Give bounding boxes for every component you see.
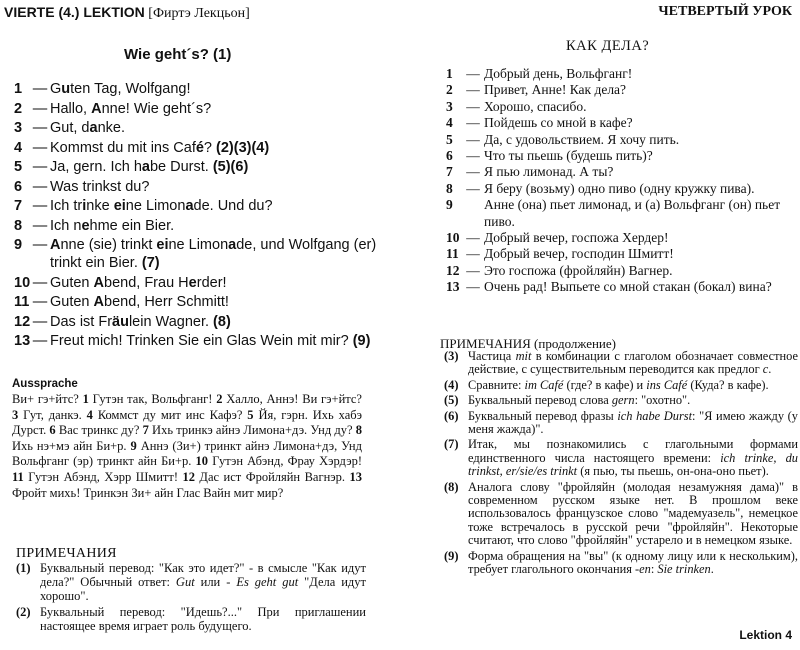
dialog-line-de	[14, 274, 384, 292]
note-text: Буквальный перевод: "Как это идет?" - в смысле "Как идут дела?" Обычный ответ: Gut или - Es geht gut "Дела идут хорошо".	[40, 561, 366, 603]
note-number: (3)	[444, 349, 459, 363]
line-number: 8	[446, 180, 453, 196]
line-text: Да, с удовольствием. Я хочу пить.	[484, 131, 680, 147]
line-text: Что ты пьешь (будешь пить)?	[484, 148, 653, 164]
dialog-line-ru	[446, 164, 796, 180]
dash: —	[466, 180, 480, 196]
line-number: 3	[446, 98, 453, 114]
dash: —	[466, 115, 480, 131]
note-number: (5)	[444, 393, 459, 408]
dialog-line-de	[14, 80, 384, 98]
line-number: 4	[14, 139, 23, 156]
line-text: Ja, gern. Ich habe Durst. (5)(6)	[50, 159, 249, 175]
line-number: 5	[14, 159, 23, 175]
dialog-title-ru: КАК ДЕЛА?	[566, 38, 650, 54]
line-text: Привет, Анне! Как дела?	[484, 82, 627, 98]
note-number: (7)	[444, 437, 459, 452]
dialog-line-de	[14, 293, 384, 311]
dash: —	[466, 131, 480, 147]
note-item-left	[16, 561, 366, 603]
line-number: 2	[446, 82, 453, 98]
line-text: Я пью лимонад. А ты?	[484, 164, 614, 180]
dialog-line-ru	[446, 263, 796, 279]
note-number: (1)	[16, 561, 31, 575]
lesson-header-de-text: VIERTE (4.) LEKTION	[4, 4, 145, 20]
dialog-line-ru	[446, 230, 796, 246]
dialog-line-de	[14, 332, 384, 350]
line-number: 10	[446, 230, 460, 246]
dialog-line-ru	[446, 82, 796, 98]
dash: —	[32, 120, 48, 136]
dash: —	[32, 139, 48, 156]
line-number: 13	[14, 333, 31, 349]
note-item-right	[444, 438, 798, 478]
line-text: Это госпожа (фройляйн) Вагнер.	[484, 262, 673, 278]
dialog-title-de: Wie geht´s? (1)	[124, 46, 232, 63]
dash: —	[466, 148, 480, 164]
dialog-line-ru	[446, 132, 796, 148]
dialog-line-ru	[446, 279, 796, 295]
note-item-right	[444, 350, 798, 377]
line-text: Kommst du mit ins Café? (2)(3)(4)	[50, 139, 270, 156]
dash: —	[32, 274, 48, 291]
line-number: 11	[14, 294, 30, 310]
dash: —	[32, 294, 48, 310]
note-number: (6)	[444, 408, 459, 423]
dialog-line-de	[14, 313, 384, 331]
dialog-line-ru	[446, 99, 796, 115]
line-text: Was trinkst du?	[50, 178, 150, 195]
line-number: 1	[446, 66, 453, 81]
line-number: 7	[446, 164, 453, 180]
note-text: Буквальный перевод фразы ich habe Durst: "Я имею жажду (у меня жажда)".	[468, 408, 798, 437]
dash: —	[466, 279, 480, 295]
left-page	[0, 0, 392, 650]
dash: —	[32, 217, 48, 234]
line-number: 9	[446, 197, 453, 213]
line-number: 2	[14, 100, 23, 117]
dialog-line-de	[14, 236, 384, 272]
line-text: Gut, danke.	[50, 120, 125, 136]
line-number: 9	[14, 237, 23, 253]
note-text: Частица mit в комбинации с глаголом обозначает совместное действие, с существительным переводится как предлог с.	[468, 349, 798, 377]
dash: —	[466, 230, 480, 246]
line-text: Das ist Fräulein Wagner. (8)	[50, 313, 231, 330]
dialog-line-de	[14, 139, 384, 157]
dialog-de	[14, 80, 384, 352]
line-number: 7	[14, 198, 23, 214]
line-text: Freut mich! Trinken Sie ein Glas Wein mit mir? (9)	[50, 333, 371, 349]
line-number: 12	[446, 262, 460, 278]
dash: —	[466, 82, 480, 98]
line-text: Ich nehme ein Bier.	[50, 217, 175, 234]
notes-heading-right: ПРИМЕЧАНИЯ (продолжение)	[440, 336, 616, 351]
dialog-line-ru	[446, 181, 796, 197]
notes-heading-left: ПРИМЕЧАНИЯ	[16, 546, 117, 561]
dialog-line-de	[14, 217, 384, 235]
line-text: Очень рад! Выпьете со мной стакан (бокал) вина?	[484, 279, 772, 295]
dash: —	[466, 262, 480, 278]
aussprache-text: Ви+ гэ+йтс? 1 Гутэн так, Вольфганг! 2 Халло, Аннэ! Ви гэ+йтс? 3 Гут, данкэ. 4 Коммст ду мит инс Кафэ? 5 Йя, гэрн. Ихь хабэ Дурст. 6 Вас тринкс ду? 7 Ихь тринкэ айнэ Лимона+дэ. Унд ду? 8 Ихь нэ+мэ айн Би+р. 9 Аннэ (Зи+) тринкт айнэ Лимона+дэ, Унд Вольфганг (эр) тринкт айн Би+р. 10 Гутэн Абэнд, Фрау Хэрдэр! 11 Гутэн Абэнд, Хэрр Шмитт! 12 Дас ист Фройляйн Вагнэр. 13 Фройт михь! Тринкэн Зи+ айн Глас Вайн мит мир?	[12, 392, 363, 500]
note-item-left	[16, 605, 366, 633]
dash: —	[466, 66, 480, 81]
note-item-right	[444, 550, 798, 577]
line-text: Anne (sie) trinkt eine Limonade, und Wolfgang (er) trinkt ein Bier. (7)	[50, 237, 377, 271]
line-text: Хорошо, спасибо.	[484, 98, 587, 114]
note-text: Сравните: im Café (где? в кафе) и ins Café (Куда? в кафе).	[468, 377, 769, 392]
note-number: (4)	[444, 377, 459, 392]
dialog-line-de	[14, 100, 384, 118]
note-number: (9)	[444, 548, 459, 563]
line-text: Я беру (возьму) одно пиво (одну кружку пива).	[484, 180, 755, 196]
dash: —	[32, 100, 48, 117]
dash: —	[32, 313, 48, 330]
line-text: Добрый вечер, госпожа Хердер!	[484, 230, 669, 246]
line-number: 6	[446, 148, 453, 164]
dash: —	[32, 333, 48, 349]
dash: —	[466, 246, 480, 262]
dash: —	[466, 164, 480, 180]
line-number: 8	[14, 217, 23, 234]
notes-list-right	[444, 350, 798, 579]
dialog-line-de	[14, 158, 384, 176]
dash: —	[32, 237, 48, 253]
note-text: Буквальный перевод слова gern: "охотно".	[468, 393, 691, 408]
line-text: Hallo, Anne! Wie geht´s?	[50, 100, 212, 117]
line-text: Добрый вечер, господин Шмитт!	[484, 246, 674, 262]
note-number: (8)	[444, 479, 459, 494]
line-text: Guten Abend, Frau Herder!	[50, 274, 227, 291]
dialog-line-ru	[446, 246, 796, 262]
line-number: 11	[446, 246, 459, 262]
dialog-line-ru	[446, 148, 796, 164]
line-number: 6	[14, 178, 23, 195]
aussprache-heading: Aussprache	[12, 378, 78, 390]
note-item-right	[444, 394, 798, 407]
page-footer: Lektion 4	[739, 628, 792, 642]
line-text: Guten Tag, Wolfgang!	[50, 81, 191, 97]
dialog-line-de	[14, 178, 384, 196]
note-text: Аналога слову "фройляйн (молодая незамужняя дама)" в современном русском языке нет. В прошлом веке использовалось французское слово "мадемуазель", немецкое тоже встречалось в русской речи "фройляйн". Некоторые считают, что слово "фройляйн" устарело и в немецком языке.	[468, 479, 798, 548]
note-item-right	[444, 410, 798, 437]
dialog-line-de	[14, 119, 384, 137]
line-text: Guten Abend, Herr Schmitt!	[50, 294, 229, 310]
lesson-header-ru: ЧЕТВЕРТЫЙ УРОК	[658, 4, 792, 19]
line-number: 4	[446, 115, 453, 131]
line-number: 12	[14, 313, 31, 330]
line-number: 10	[14, 274, 31, 291]
dialog-line-ru	[446, 66, 796, 82]
note-number: (2)	[16, 605, 31, 619]
line-text: Пойдешь со мной в кафе?	[484, 115, 633, 131]
line-number: 13	[446, 279, 460, 295]
note-item-right	[444, 481, 798, 548]
note-text: Форма обращения на "вы" (к одному лицу или к нескольким), требует глагольного окончания -en: Sie trinken.	[468, 548, 798, 577]
line-number: 5	[446, 131, 453, 147]
dash: —	[32, 81, 48, 97]
note-text: Итак, мы познакомились с глагольными формами единственного числа настоящего времени: ich trinke, du trinkst, er/sie/es trinkt (я пью, ты пьешь, он-она-оно пьет).	[468, 437, 798, 479]
dash: —	[32, 198, 48, 214]
lesson-header-ru-text: [Фиртэ Лекцьон]	[148, 6, 250, 21]
note-item-right	[444, 379, 798, 392]
lesson-header-de	[4, 4, 250, 22]
line-text: Ich trinke eine Limonade. Und du?	[50, 198, 273, 214]
line-text: Добрый день, Вольфганг!	[484, 66, 633, 81]
line-number: 3	[14, 120, 23, 136]
notes-list-left	[16, 561, 366, 635]
dash: —	[32, 159, 48, 175]
dash: —	[466, 98, 480, 114]
line-text: Анне (она) пьет лимонад, и (а) Вольфганг (он) пьет пиво.	[484, 197, 781, 229]
dash: —	[32, 178, 48, 195]
dialog-ru	[446, 66, 796, 296]
dialog-line-de	[14, 197, 384, 215]
dialog-line-ru	[446, 115, 796, 131]
dash	[462, 197, 484, 230]
right-page	[412, 0, 800, 650]
dialog-line-ru	[446, 197, 796, 230]
note-text: Буквальный перевод: "Идешь?..." При приглашении настоящее время играет роль будущего.	[40, 605, 366, 633]
line-number: 1	[14, 81, 23, 97]
